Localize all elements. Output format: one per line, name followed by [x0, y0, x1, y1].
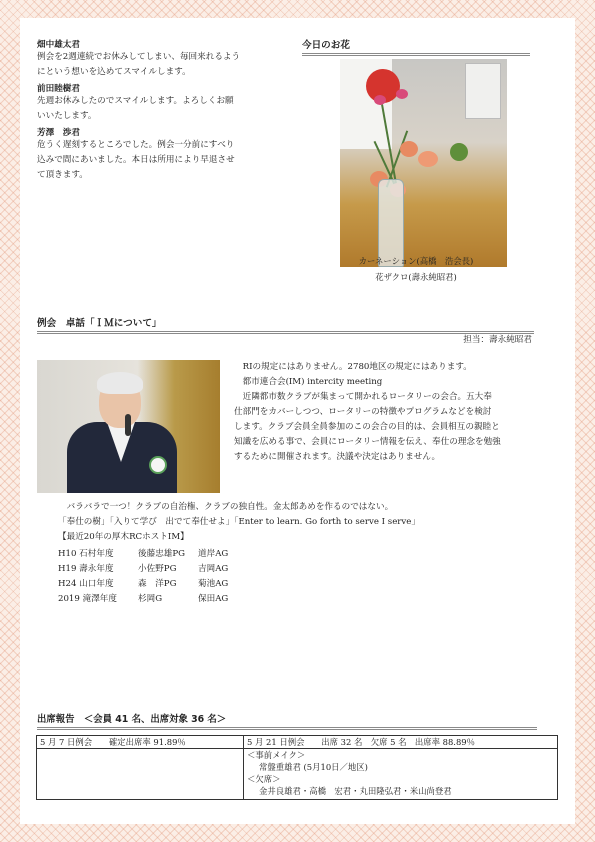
talk-line: するために開催されます。決議や決定はありません。: [234, 452, 441, 462]
note-2: [37, 82, 307, 124]
speaker-photo: [37, 360, 220, 493]
makeup-value: 常盤重雄君 (5月10日／地区): [259, 762, 368, 772]
attendance-may7-body: [37, 749, 244, 800]
makeup-label: ＜事前メイク＞: [247, 750, 306, 760]
smile-notes: [37, 38, 307, 183]
note-line: にという想いを込めてスマイルします。: [37, 67, 191, 77]
talk-heading: 例会 卓話「ＩＭについて」: [37, 315, 534, 334]
absent-label: ＜欠席＞: [247, 774, 281, 784]
flower-heading: 今日のお花: [302, 37, 530, 56]
talk-body: [234, 360, 534, 465]
talk-presenter: 担当：壽永純昭君: [463, 335, 532, 345]
talk-extra: [58, 500, 538, 545]
note-line: 例会を2週連続でお休みしてしまい、毎回来れるよう: [37, 52, 241, 62]
talk-line: します。クラブ会員全員参加のこの会合の目的は、会員相互の親睦と: [234, 422, 500, 432]
note-name: 畑中雄太君: [37, 40, 80, 50]
note-line: 先週お休みしたのでスマイルします。よろしくお願: [37, 96, 234, 106]
flower-caption-2: 花ザクロ(壽永純昭君): [375, 272, 457, 282]
note-line: いいたします。: [37, 111, 97, 121]
talk-extra-line: 【最近20年の厚木RCホストIM】: [58, 532, 189, 542]
talk-extra-line: 「奉仕の樹」「入りて学び 出でて奉仕せよ」「Enter to learn. Go forth to serve I serve」: [58, 517, 420, 527]
im-host-list: [58, 547, 318, 607]
note-3: [37, 126, 307, 183]
attendance-may21-header: 5 月 21 日例会 出席 32 名 欠席 5 名 出席率 88.89％: [244, 736, 558, 749]
host-row: 2019 滝澤年度 杉岡G 保田AG: [58, 594, 229, 604]
flower-photo: [340, 59, 507, 267]
flag-image: [340, 59, 392, 149]
attendance-may21-body: [244, 749, 558, 800]
note-1: [37, 38, 307, 80]
talk-line: 都市連合会(IM) intercity meeting: [242, 377, 383, 387]
talk-extra-line: バラバラで一つ！クラブの自治権、クラブの独自性。金太郎あめを作るのではない。: [66, 502, 394, 512]
note-line: て頂きます。: [37, 170, 88, 180]
attendance-heading: 出席報告 ＜会員 41 名、出席対象 36 名＞: [37, 711, 537, 730]
note-line: 込みで間にあいました。本日は所用により早退させ: [37, 155, 235, 165]
flower-caption-1: カーネーション(高橋 浩会長): [358, 256, 474, 266]
newsletter-page: [20, 18, 575, 824]
note-line: 危うく遅刻するところでした。例会一分前にすべり: [37, 140, 235, 150]
talk-line: 知識を広める事で、会員にロータリー情報を伝え、奉仕の理念を勉強: [234, 437, 501, 447]
absent-value: 金井良雄君・高橋 宏君・丸田隆弘君・米山尚登君: [259, 786, 452, 796]
talk-line: 仕部門をカバーしつつ、ロータリーの特徴やプログラムなどを検討: [234, 407, 492, 417]
talk-line: 近隣都市数クラブが集まって開かれるロータリーの会合。五大奉: [242, 392, 492, 402]
host-row: H24 山口年度 森 洋PG 菊池AG: [58, 579, 229, 589]
attendance-may7-header: 5 月 7 日例会 確定出席率 91.89％: [37, 736, 244, 749]
note-name: 芳澤 渉君: [37, 128, 80, 138]
attendance-table: [36, 735, 558, 800]
talk-line: RIの規定にはありません。2780地区の規定にはあります。: [242, 362, 472, 372]
host-row: H10 石村年度 後藤忠雄PG 道岸AG: [58, 549, 229, 559]
note-name: 前田睦樹君: [37, 84, 80, 94]
wall-paper: [465, 63, 501, 119]
host-row: H19 壽永年度 小佐野PG 吉岡AG: [58, 564, 229, 574]
